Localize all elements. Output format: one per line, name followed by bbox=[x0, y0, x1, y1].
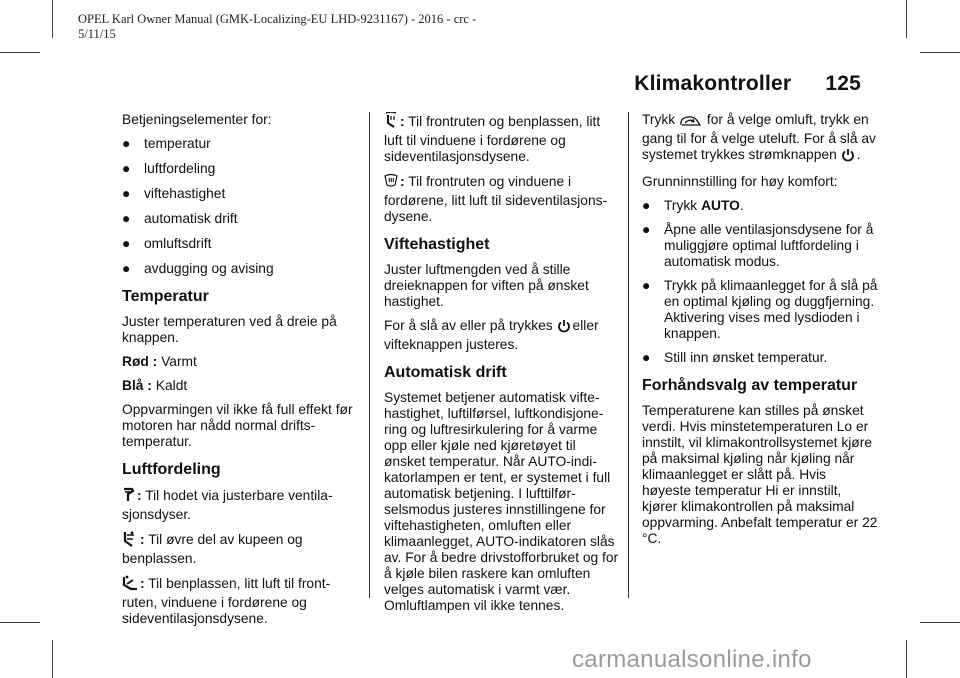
warmup-note: Oppvarmingen vil ikke få full effekt før motoren har nådd normal driftstemperatur. bbox=[122, 402, 353, 449]
list-item: ● luftfordeling bbox=[122, 161, 216, 176]
meta-line-2: 5/11/15 bbox=[78, 27, 116, 41]
crop-mark bbox=[906, 0, 907, 38]
list-item: ● viftehastighet bbox=[122, 186, 226, 201]
defrost-windscreen-icon bbox=[384, 173, 398, 193]
controls-intro: Betjeningselementer for: bbox=[122, 112, 272, 127]
column-1 bbox=[122, 112, 358, 635]
document-meta bbox=[78, 12, 476, 42]
fan-text: Juster luftmengden ved å stille dreieknappen for viften på ønsket hastighet. bbox=[384, 262, 589, 309]
column-2 bbox=[384, 112, 620, 622]
section-heading-temperature-preset: Forhåndsvalg av temperatur bbox=[642, 377, 858, 394]
list-item: ● omluftsdrift bbox=[122, 236, 212, 251]
preset-text: Temperaturene kan stilles på ønsket verdi. Hvis minstetemperaturen Lo er innstilt, vil klimakontrollsystemet kjøre på maksimal kjøling når kjøling når klimaanlegget er slått på. Hvis høyeste temperatur Hi er innstilt, kjører klimakontrollen på maksimal oppvarming. Anbefalt temperatur er 22 °C. bbox=[642, 403, 878, 546]
column-divider bbox=[369, 112, 370, 598]
page-number: 125 bbox=[825, 72, 861, 95]
power-icon bbox=[557, 319, 571, 337]
crop-mark bbox=[920, 622, 960, 623]
red-setting: Rød : Varmt bbox=[122, 354, 197, 369]
air-to-floor-icon bbox=[122, 575, 138, 595]
windscreen-floor-item: : Til frontruten og benplassen, litt luft til vinduene i fordørene og sideventilasjonsdysene. bbox=[384, 114, 601, 164]
section-heading-temperature: Temperatur bbox=[122, 288, 209, 305]
comfort-intro: Grunninnstilling for høy komfort: bbox=[642, 174, 838, 189]
air-floor-item: : Til benplassen, litt luft til frontruten, vinduene i fordørene og sideventilasjonsdysene. bbox=[122, 576, 331, 626]
recirculation-icon bbox=[679, 115, 701, 131]
column-3 bbox=[642, 112, 878, 555]
crop-mark bbox=[52, 640, 53, 678]
list-item: ● Trykk AUTO. bbox=[642, 198, 744, 213]
temperature-text: Juster temperaturen ved å dreie på knappen. bbox=[122, 314, 337, 345]
crop-mark bbox=[52, 0, 53, 38]
air-head-item: : Til hodet via justerbare ventilasjonsdyser. bbox=[122, 488, 333, 522]
crop-mark bbox=[0, 622, 40, 623]
section-heading-automatic-mode: Automatisk drift bbox=[384, 364, 507, 381]
page-title: Klimakontroller bbox=[634, 72, 792, 95]
crop-mark bbox=[0, 52, 40, 53]
power-icon bbox=[841, 148, 855, 166]
air-upper-and-floor-icon bbox=[122, 531, 138, 551]
list-item: ● automatisk drift bbox=[122, 211, 238, 226]
air-upper-item: : Til øvre del av kupeen og benplassen. bbox=[122, 532, 303, 566]
fan-off-text: For å slå av eller på trykkes eller vifteknappen justeres. bbox=[384, 318, 599, 352]
automatic-mode-text: Systemet betjener automatisk viftehastighet, luftilførsel, luftkondisjonering og luftresirkulering for å varme opp eller kjøle ned kjøretøyet til ønsket temperatur. Når AUTO-indikatorlampen er tent, er systemet i full automatisk betjening. I lufttilførselsmodus justeres innstillingene for viftehastigheten, omluften eller klimaanlegget, AUTO-indikatoren slås av. For å bedre drivstofforbruket og for å kjøle bilen raskere kan omluften velges automatisk i varmt vær. Omluftlampen vil ikke tennes. bbox=[384, 390, 619, 613]
meta-line-1: OPEL Karl Owner Manual (GMK-Localizing-EU LHD-9231167) - 2016 - crc - bbox=[78, 12, 477, 26]
column-divider bbox=[628, 112, 629, 598]
recirculation-text: Trykk for å velge omluft, trykk en gang til for å velge uteluft. For å slå av systemet trykkes strømknappen . bbox=[642, 112, 878, 166]
list-item: ● temperatur bbox=[122, 136, 211, 151]
section-heading-air-distribution: Luftfordeling bbox=[122, 461, 221, 478]
watermark: carmanualsonline.info bbox=[572, 646, 812, 673]
crop-mark bbox=[920, 52, 960, 53]
list-item: ● Åpne alle ventilasjonsdysene for å muliggjøre optimal luftfordeling i automatisk modus. bbox=[642, 222, 874, 269]
windscreen-item: : Til frontruten og vinduene i fordørene, litt luft til sideventilasjonsdysene. bbox=[384, 174, 608, 224]
windscreen-and-floor-icon bbox=[384, 112, 398, 133]
list-item: ● avdugging og avising bbox=[122, 261, 274, 276]
page-header bbox=[634, 72, 861, 96]
section-heading-fan-speed: Viftehastighet bbox=[384, 236, 490, 253]
crop-mark bbox=[906, 640, 907, 678]
list-item: ● Trykk på klimaanlegget for å slå på en optimal kjøling og duggfjerning. Aktivering vises med lysdioden i knappen. bbox=[642, 278, 878, 341]
air-to-head-icon bbox=[122, 487, 135, 507]
blue-setting: Blå : Kaldt bbox=[122, 378, 188, 393]
list-item: ● Still inn ønsket temperatur. bbox=[642, 350, 828, 365]
